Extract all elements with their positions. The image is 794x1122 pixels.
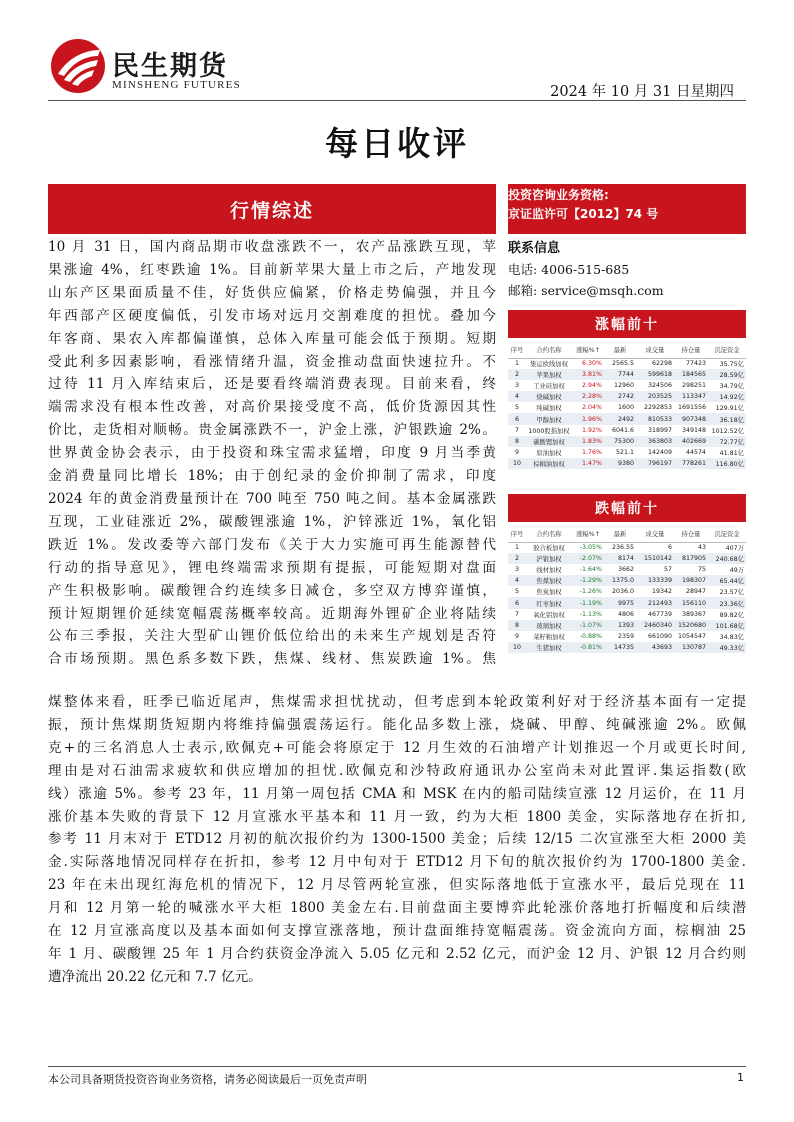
table-cell: 49.33亿 <box>708 642 746 653</box>
table-cell: 14.92亿 <box>708 391 746 402</box>
table-cell: 线材加权 <box>536 567 562 575</box>
table-cell: 1691556 <box>677 404 706 412</box>
column-header: 序号 <box>508 342 526 358</box>
table-cell: 599618 <box>636 369 674 380</box>
table-cell: 7 <box>514 610 519 618</box>
text-line: 克+的三名消息人士表示,欧佩克+可能会将原定于 12 月生效的石油增产计划推迟一个月或更长时间, <box>48 739 746 756</box>
table-cell: 1012.52亿 <box>711 427 744 435</box>
table-cell: 43693 <box>636 642 674 653</box>
losers-table <box>508 526 746 653</box>
table-cell: 35.75亿 <box>719 361 744 369</box>
table-row <box>508 402 746 413</box>
text-line: 世界黄金协会表示，由于投资和珠宝需求猛增，印度 9 月当季黄 <box>48 445 496 462</box>
table-cell: 62298 <box>651 360 672 368</box>
column-header: 合约名称 <box>526 342 572 358</box>
text-line: 预计短期锂价延续宽幅震荡概率较高。近期海外锂矿企业将陆续 <box>48 605 496 622</box>
text-line: 金.实际落地情况同样存在折扣，参考 12 月中旬对于 ETD12 月下旬的航次报价约为 1700-1800 美金. <box>48 854 746 871</box>
table-cell: 28.59亿 <box>708 369 746 380</box>
column-header: 最新 <box>604 342 636 358</box>
section-title: 行情综述 <box>229 199 314 222</box>
column-header: 涨幅%↑ <box>572 342 604 358</box>
losers-table-title <box>508 494 746 522</box>
logo-text-cn: 民生期货 <box>112 51 228 82</box>
text-line: 遭净流出 20.22 亿元和 7.7 亿元。 <box>48 968 262 985</box>
table-cell: 原油加权 <box>536 449 562 457</box>
table-cell: 810533 <box>636 413 674 424</box>
table-cell: 1375.0 <box>604 575 636 586</box>
table-cell: 44574 <box>685 448 706 456</box>
table-cell: 纯碱加权 <box>536 405 562 413</box>
table-row <box>508 425 746 436</box>
table-cell: 红枣加权 <box>526 597 572 608</box>
table-cell: 57 <box>663 566 672 574</box>
table-row <box>508 380 746 391</box>
text-line: 金消费量同比增长 18%；由于创纪录的金价抑制了需求，印度 <box>48 468 496 485</box>
table-cell: 4 <box>508 575 526 586</box>
table-cell: -2.07% <box>572 553 604 564</box>
text-line: 受此利多因素影响，看涨情绪升温，资金推动盘面快速拉升。不 <box>48 353 496 370</box>
table-cell: 198307 <box>674 575 708 586</box>
qualification-box <box>508 184 746 234</box>
table-cell: 7 <box>514 426 519 434</box>
table-cell: -1.13% <box>579 610 602 618</box>
table-cell: 1.92% <box>581 426 602 434</box>
table-cell: 4 <box>508 391 526 402</box>
table-cell: 36.18亿 <box>708 413 746 424</box>
table-cell: 203525 <box>636 391 674 402</box>
text-line: 理由是对石油需求疲软和供应增加的担忧.欧佩克和沙特政府通讯办公室尚未对此置评.集运指数(欧 <box>48 762 746 779</box>
table-cell: 1 <box>514 360 519 368</box>
table-cell: 2460340 <box>636 620 674 631</box>
table-cell: 1520680 <box>674 620 708 631</box>
column-header: 沉淀资金 <box>708 526 746 542</box>
table-cell: 烧碱加权 <box>526 391 572 402</box>
table-cell: 49万 <box>729 567 744 575</box>
table-cell: 1 <box>514 544 519 552</box>
table-cell: 65.44亿 <box>708 575 746 586</box>
text-line: 23 年在未出现红海危机的情况下，12 月尽管两轮宣涨，但实际落地低于宣涨水平，最后兑现在 11 <box>48 877 746 894</box>
text-line: 月和 12 月第一轮的喊涨水平大柜 1800 美金左右.目前盘面主要博弈此轮涨价落地打折幅度和后续潜 <box>48 900 746 917</box>
table-row <box>508 391 746 402</box>
table-row <box>508 436 746 447</box>
table-cell: 41.81亿 <box>719 449 744 457</box>
text-line: 互现，工业硅涨近 2%，碳酸锂涨逾 1%，沪锌涨近 1%，氧化铝 <box>48 513 496 530</box>
table-cell: 1000股指加权 <box>528 427 570 435</box>
table-cell: 苹果加权 <box>526 369 572 380</box>
table-cell: 23.36亿 <box>708 597 746 608</box>
table-cell: 2292853 <box>643 404 672 412</box>
table-cell: 8 <box>508 620 526 631</box>
table-row <box>508 609 746 620</box>
table-cell: 2565.5 <box>611 360 634 368</box>
logo-text-en: MINSHENG FUTURES <box>112 79 241 91</box>
text-line: 线）涨逾 5%。参考 23 年，11 月第一周包括 CMA 和 MSK 在内的船司陆续宣涨 12 月运价，在 11 月 <box>48 785 746 802</box>
table-cell: 402669 <box>674 436 708 447</box>
table-cell: 焦炭加权 <box>536 589 562 597</box>
table-cell: 521.1 <box>615 448 634 456</box>
table-cell: 1.47% <box>572 458 604 469</box>
table-cell: 23.57亿 <box>719 589 744 597</box>
table-cell: 318997 <box>647 426 672 434</box>
table-cell: 碳酸锂加权 <box>526 436 572 447</box>
header-divider <box>48 100 746 101</box>
table-cell: 7744 <box>604 369 636 380</box>
market-summary-paragraph <box>48 236 496 671</box>
table-cell: 10 <box>508 642 526 653</box>
company-logo <box>50 38 250 98</box>
table-row <box>508 369 746 380</box>
table-cell: 6041.6 <box>611 426 634 434</box>
table-row <box>508 458 746 469</box>
text-line: 山东产区果面质量不佳，好货供应偏紧，价格走势偏强，并且今 <box>48 284 496 301</box>
table-cell: 6.30% <box>581 360 602 368</box>
gainers-table-title <box>508 310 746 338</box>
table-cell: 156110 <box>674 597 708 608</box>
table-cell: 778261 <box>674 458 708 469</box>
table-cell: -3.05% <box>579 544 602 552</box>
table-cell: 10 <box>508 458 526 469</box>
table-cell: 甲醇加权 <box>526 413 572 424</box>
text-line: 10 月 31 日，国内商品期市收盘涨跌不一，农产品涨跌互现，苹 <box>48 239 496 255</box>
table-cell: 9 <box>514 632 519 640</box>
table-cell: 3.81% <box>572 369 604 380</box>
table-cell: 12960 <box>613 382 634 390</box>
table-cell: 1.96% <box>572 413 604 424</box>
table-row <box>508 597 746 608</box>
table-cell: -1.64% <box>579 566 602 574</box>
qualification-line-1: 投资咨询业务资格: <box>508 188 609 202</box>
contact-info <box>508 238 664 301</box>
table-cell: 116.80亿 <box>708 458 746 469</box>
text-line: 合市场预期。黑色系多数下跌，焦煤、线材、焦炭跌逾 1%。焦 <box>48 651 496 668</box>
table-cell: 9 <box>514 448 519 456</box>
table-cell: 324506 <box>647 382 672 390</box>
table-cell: 6 <box>508 413 526 424</box>
table-cell: 19342 <box>651 588 672 596</box>
table-cell: 77423 <box>685 360 706 368</box>
column-header: 序号 <box>508 526 526 542</box>
table-cell: 2036.0 <box>611 588 634 596</box>
table-cell: 5 <box>514 588 519 596</box>
table-cell: 133339 <box>636 575 674 586</box>
gainers-title-text: 涨幅前十 <box>595 317 659 333</box>
table-header-row <box>508 342 746 358</box>
table-row <box>508 358 746 369</box>
table-cell: 389367 <box>681 610 706 618</box>
market-summary-paragraph-continued <box>48 691 746 989</box>
table-row <box>508 642 746 653</box>
table-cell: 89.82亿 <box>719 611 744 619</box>
table-cell: 407万 <box>725 545 744 553</box>
table-cell: 3 <box>514 566 519 574</box>
minsheng-logo-icon <box>50 38 106 94</box>
table-cell: 1054547 <box>677 632 706 640</box>
column-header: 成交量 <box>636 342 674 358</box>
table-cell: 集运欧线加权 <box>530 361 568 369</box>
table-cell: 130787 <box>674 642 708 653</box>
table-cell: -1.29% <box>572 575 604 586</box>
table-cell: 4806 <box>617 610 634 618</box>
report-date: 2024 年 10 月 31 日星期四 <box>550 84 734 100</box>
table-cell: 8174 <box>604 553 636 564</box>
text-line: 公布三季报，关注大型矿山锂价低位给出的未来生产规划是否符 <box>48 628 496 645</box>
section-banner <box>48 184 496 234</box>
text-line: 行动的指导意见》，锂电终端需求预期有提振，可能短期对盘面 <box>48 559 496 576</box>
table-header-row <box>508 526 746 542</box>
table-cell: 1393 <box>604 620 636 631</box>
column-header: 持仓量 <box>674 342 708 358</box>
table-cell: 8 <box>508 436 526 447</box>
gainers-table <box>508 342 746 469</box>
table-cell: 2492 <box>604 413 636 424</box>
text-line: 2024 年的黄金消费量预计在 700 吨至 750 吨之间。基本金属涨跌 <box>48 490 496 507</box>
table-cell: -0.88% <box>579 632 602 640</box>
table-cell: -1.19% <box>572 597 604 608</box>
table-row <box>508 542 746 553</box>
table-row <box>508 553 746 564</box>
table-cell: 焦煤加权 <box>526 575 572 586</box>
table-cell: 工业硅加权 <box>533 383 565 391</box>
table-row <box>508 413 746 424</box>
table-cell: 2.04% <box>581 404 602 412</box>
table-cell: 3662 <box>617 566 634 574</box>
table-cell: 142409 <box>647 448 672 456</box>
column-header: 涨幅%↑ <box>572 526 604 542</box>
text-line: 年 1 月、碳酸锂 25 年 1 月合约获资金净流入 5.05 亿元和 2.52 亿元，而沪金 12 月、沪银 12 月合约则 <box>48 945 746 962</box>
table-cell: 129.91亿 <box>715 405 744 413</box>
table-cell: 184565 <box>674 369 708 380</box>
table-row <box>508 631 746 642</box>
text-line: 在 12 月宣涨高度以及基本面如何支撑宣涨落地，预计盘面维持宽幅震荡。资金流向方面，棕榈油 25 <box>48 923 746 940</box>
text-line: 产生积极影响。碳酸锂合约连续多日减仓，多空双方博弈谨慎， <box>48 582 496 599</box>
table-cell: 棕榈油加权 <box>526 458 572 469</box>
column-header: 合约名称 <box>526 526 572 542</box>
contact-email[interactable]: 邮箱: service@msqh.com <box>508 283 664 298</box>
table-cell: 1600 <box>617 404 634 412</box>
table-cell: 363803 <box>636 436 674 447</box>
table-cell: 28947 <box>685 588 706 596</box>
table-cell: -0.81% <box>572 642 604 653</box>
table-cell: 5 <box>514 404 519 412</box>
table-cell: 6 <box>667 544 672 552</box>
table-cell: -1.07% <box>572 620 604 631</box>
table-cell: 2.28% <box>572 391 604 402</box>
table-cell: 34.79亿 <box>719 383 744 391</box>
text-line: 价比，走货相对顺畅。贵金属涨跌不一，沪金上涨，沪银跌逾 2%。 <box>48 422 496 439</box>
table-row <box>508 447 746 458</box>
table-row <box>508 575 746 586</box>
table-cell: 9975 <box>604 597 636 608</box>
table-cell: 2 <box>508 553 526 564</box>
text-line: 年西部产区硬度偏低，引发市场对远月交割难度的担忧。叠加今 <box>48 307 496 324</box>
table-row <box>508 586 746 597</box>
table-cell: 沪银加权 <box>526 553 572 564</box>
qualification-line-2: 京证监许可【2012】74 号 <box>508 207 659 221</box>
table-cell: 2359 <box>617 632 634 640</box>
table-cell: 胶合板加权 <box>533 545 565 553</box>
column-header: 成交量 <box>636 526 674 542</box>
table-cell: 298251 <box>681 382 706 390</box>
table-cell: 氧化铝加权 <box>533 611 565 619</box>
table-cell: 907348 <box>674 413 708 424</box>
text-line: 年客商、果农入库都偏谨慎，总体入库量可能会低于预期。短期 <box>48 330 496 347</box>
table-cell: 349148 <box>681 426 706 434</box>
table-cell: 玻璃加权 <box>526 620 572 631</box>
column-header: 沉淀资金 <box>708 342 746 358</box>
contact-phone: 电话: 4006-515-685 <box>508 262 630 277</box>
text-line: 振，预计焦煤期货短期内将维持偏强震荡运行。能化品多数上涨，烧碱、甲醇、纯碱涨逾 2%。欧佩 <box>48 716 746 733</box>
table-cell: 1510142 <box>636 553 674 564</box>
table-cell: 75 <box>697 566 706 574</box>
text-line: 过待 11 月入库结束后，还是要看终端消费表现。目前来看，终 <box>48 376 496 393</box>
table-cell: 72.77亿 <box>708 436 746 447</box>
losers-title-text: 跌幅前十 <box>595 501 659 517</box>
table-cell: 1.76% <box>581 448 602 456</box>
page-number: 1 <box>737 1071 744 1084</box>
table-cell: 113347 <box>674 391 708 402</box>
table-row <box>508 564 746 575</box>
column-header: 持仓量 <box>674 526 708 542</box>
text-line: 跌近 1%。发改委等六部门发布《关于大力实施可再生能源替代 <box>48 536 496 553</box>
column-header: 最新 <box>604 526 636 542</box>
table-cell: 661090 <box>647 632 672 640</box>
table-cell: 43 <box>697 544 706 552</box>
table-cell: 796197 <box>636 458 674 469</box>
table-cell: 6 <box>508 597 526 608</box>
text-line: 果涨逾 4%，红枣跌逾 1%。目前新苹果大量上市之后，产地发现 <box>48 261 496 278</box>
text-line: 煤整体来看，旺季已临近尾声，焦煤需求担忧扰动，但考虑到本轮政策利好对于经济基本面有一定提 <box>48 694 746 710</box>
table-cell: 75300 <box>604 436 636 447</box>
footer-divider <box>48 1066 746 1067</box>
table-cell: 菜籽粕加权 <box>533 633 565 641</box>
table-cell: 生猪加权 <box>526 642 572 653</box>
table-cell: 212493 <box>636 597 674 608</box>
table-cell: 817905 <box>674 553 708 564</box>
text-line: 涨价基本失败的背景下 12 月宣涨水平基本和 11 月一致，约为大柜 1800 美金，实际落地存在折扣, <box>48 808 746 825</box>
disclaimer-note: 本公司具备期货投资咨询业务资格，请务必阅读最后一页免责声明 <box>48 1073 367 1086</box>
table-cell: 467739 <box>647 610 672 618</box>
table-cell: 1.83% <box>572 436 604 447</box>
text-line: 参考 11 月末对于 ETD12 月初的航次报价约为 1300-1500 美金；后续 12/15 二次宣涨至大柜 2000 美 <box>48 831 746 848</box>
table-cell: 240.68亿 <box>708 553 746 564</box>
contact-title: 联系信息 <box>508 241 561 256</box>
text-line: 端需求没有根本性改善，对高价果接受度不高，低价货源因其性 <box>48 399 496 416</box>
table-cell: 14735 <box>604 642 636 653</box>
page-title: 每日收评 <box>325 124 469 163</box>
table-cell: 2.94% <box>581 382 602 390</box>
table-cell: 101.68亿 <box>708 620 746 631</box>
table-cell: 9380 <box>604 458 636 469</box>
table-row <box>508 620 746 631</box>
table-cell: 2 <box>508 369 526 380</box>
table-cell: 3 <box>514 382 519 390</box>
table-cell: 2742 <box>604 391 636 402</box>
table-cell: 34.83亿 <box>719 633 744 641</box>
table-cell: -1.26% <box>579 588 602 596</box>
table-cell: 236.55 <box>611 544 634 552</box>
